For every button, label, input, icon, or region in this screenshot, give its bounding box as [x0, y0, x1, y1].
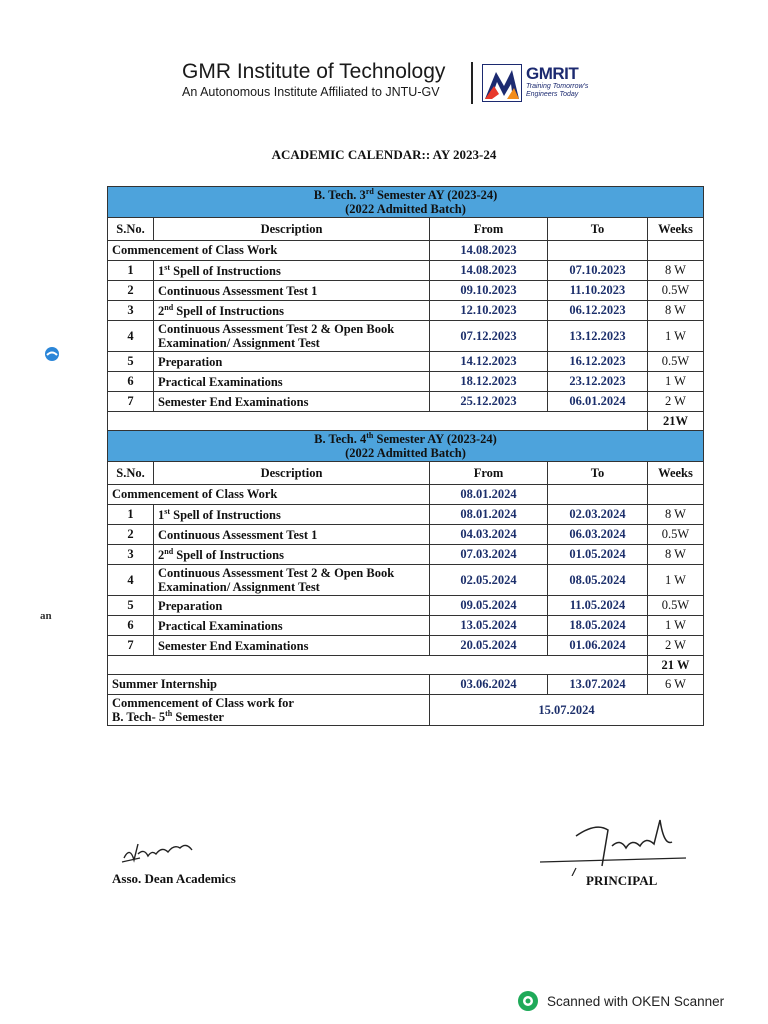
row-to: 06.03.2024: [548, 525, 648, 545]
row-sno: 4: [108, 565, 154, 596]
row-weeks: 0.5W: [648, 281, 704, 301]
next-semester-date: 15.07.2024: [430, 695, 704, 726]
row-from: 18.12.2023: [430, 372, 548, 392]
row-to: 16.12.2023: [548, 352, 648, 372]
row-sno: 5: [108, 596, 154, 616]
col-from: From: [430, 218, 548, 241]
row-sno: 7: [108, 392, 154, 412]
document-title: ACADEMIC CALENDAR:: AY 2023-24: [271, 147, 497, 162]
table-row: [108, 372, 704, 392]
table-row: [108, 261, 704, 281]
row-description: 1st Spell of Instructions: [154, 505, 430, 525]
oken-scanner-icon: [517, 990, 539, 1012]
internship-to: 13.07.2024: [548, 675, 648, 695]
column-headers: [108, 218, 704, 241]
principal-signature-block: [536, 816, 696, 896]
row-weeks: 2 W: [648, 636, 704, 656]
row-to: 01.06.2024: [548, 636, 648, 656]
col-to: To: [548, 218, 648, 241]
row-from: 13.05.2024: [430, 616, 548, 636]
semester-3-total: 21W: [648, 412, 704, 431]
semester-3-total-row: [108, 412, 704, 431]
row-description: Semester End Examinations: [154, 636, 430, 656]
dean-signature-block: [112, 836, 236, 887]
row-to: 06.12.2023: [548, 301, 648, 321]
row-sno: 2: [108, 525, 154, 545]
row-weeks: 1 W: [648, 372, 704, 392]
row-description: Practical Examinations: [154, 372, 430, 392]
semester-4-header: [108, 431, 704, 462]
row-sno: 6: [108, 616, 154, 636]
row-weeks: 1 W: [648, 616, 704, 636]
row-weeks: 8 W: [648, 505, 704, 525]
punch-hole-icon: [44, 346, 60, 362]
row-to: 01.05.2024: [548, 545, 648, 565]
next-semester-row: [108, 695, 704, 726]
row-from: 14.12.2023: [430, 352, 548, 372]
row-to: 07.10.2023: [548, 261, 648, 281]
row-description: 1st Spell of Instructions: [154, 261, 430, 281]
table-row: [108, 545, 704, 565]
row-to: 08.05.2024: [548, 565, 648, 596]
internship-weeks: 6 W: [648, 675, 704, 695]
semester-3-title: B. Tech. 3rd Semester AY (2023-24): [313, 186, 498, 202]
scanner-watermark: [517, 990, 724, 1012]
table-row: [108, 636, 704, 656]
row-sno: 3: [108, 301, 154, 321]
institute-subtitle: An Autonomous Institute Affiliated to JNTU-GV: [182, 85, 440, 99]
row-weeks: 8 W: [648, 545, 704, 565]
col-weeks: Weeks: [648, 218, 704, 241]
col-from: From: [430, 462, 548, 485]
col-to: To: [548, 462, 648, 485]
row-to: 18.05.2024: [548, 616, 648, 636]
internship-row: [108, 675, 704, 695]
row-from: 07.03.2024: [430, 545, 548, 565]
row-description: Continuous Assessment Test 1: [154, 525, 430, 545]
row-from: 04.03.2024: [430, 525, 548, 545]
logo-text: GMRIT: [526, 64, 579, 83]
semester-4-total-row: [108, 656, 704, 675]
scanner-text: Scanned with OKEN Scanner: [547, 993, 725, 1009]
row-weeks: 8 W: [648, 261, 704, 281]
table-row: [108, 616, 704, 636]
principal-role: PRINCIPAL: [586, 873, 658, 888]
row-weeks: 8 W: [648, 301, 704, 321]
row-from: 12.10.2023: [430, 301, 548, 321]
table-row: [108, 505, 704, 525]
semester-4-title: B. Tech. 4th Semester AY (2023-24): [314, 430, 497, 446]
row-from: 07.12.2023: [430, 321, 548, 352]
row-description: Continuous Assessment Test 1: [154, 281, 430, 301]
row-weeks: 1 W: [648, 321, 704, 352]
column-headers: [108, 462, 704, 485]
col-sno: S.No.: [108, 462, 154, 485]
semester-3-batch: (2022 Admitted Batch): [345, 202, 466, 216]
row-to: 02.03.2024: [548, 505, 648, 525]
table-row: [108, 392, 704, 412]
row-weeks: 0.5W: [648, 525, 704, 545]
row-sno: 5: [108, 352, 154, 372]
row-to: 11.05.2024: [548, 596, 648, 616]
row-sno: 7: [108, 636, 154, 656]
semester-4-rows: [108, 505, 704, 656]
row-description: Semester End Examinations: [154, 392, 430, 412]
row-from: 09.10.2023: [430, 281, 548, 301]
row-from: 09.05.2024: [430, 596, 548, 616]
row-description: Practical Examinations: [154, 616, 430, 636]
row-from: 02.05.2024: [430, 565, 548, 596]
logo-tagline: Training Tomorrow's Engineers Today: [526, 83, 589, 98]
semester-3-header: [108, 187, 704, 218]
internship-label: Summer Internship: [108, 675, 430, 695]
row-weeks: 1 W: [648, 565, 704, 596]
semester-4-batch: (2022 Admitted Batch): [345, 446, 466, 460]
table-row: [108, 321, 704, 352]
commencement-row: [108, 241, 704, 261]
margin-mark: an: [40, 610, 52, 622]
commencement-date: 14.08.2023: [430, 241, 548, 261]
commencement-row: [108, 485, 704, 505]
table-row: [108, 525, 704, 545]
institute-header: [182, 60, 445, 99]
row-to: 11.10.2023: [548, 281, 648, 301]
row-description: Preparation: [154, 352, 430, 372]
semester-4-total: 21 W: [648, 656, 704, 675]
row-description: Continuous Assessment Test 2 & Open Book Examination/ Assignment Test: [154, 565, 430, 596]
col-description: Description: [154, 462, 430, 485]
row-sno: 3: [108, 545, 154, 565]
principal-signature: [536, 816, 696, 876]
row-to: 23.12.2023: [548, 372, 648, 392]
next-semester-label: Commencement of Class work for B. Tech- 5th Semester: [108, 695, 430, 726]
table-row: [108, 596, 704, 616]
row-from: 25.12.2023: [430, 392, 548, 412]
table-row: [108, 281, 704, 301]
commencement-date: 08.01.2024: [430, 485, 548, 505]
col-description: Description: [154, 218, 430, 241]
table-row: [108, 565, 704, 596]
row-to: 13.12.2023: [548, 321, 648, 352]
header-divider: [471, 62, 473, 104]
table-row: [108, 352, 704, 372]
semester-3-rows: [108, 261, 704, 412]
row-sno: 4: [108, 321, 154, 352]
row-sno: 1: [108, 505, 154, 525]
row-from: 20.05.2024: [430, 636, 548, 656]
institute-name: GMR Institute of Technology: [182, 60, 446, 83]
row-sno: 6: [108, 372, 154, 392]
col-sno: S.No.: [108, 218, 154, 241]
gmrit-logo-icon: [482, 64, 522, 102]
commencement-label: Commencement of Class Work: [108, 241, 430, 261]
row-weeks: 0.5W: [648, 352, 704, 372]
row-sno: 2: [108, 281, 154, 301]
row-description: 2nd Spell of Instructions: [154, 545, 430, 565]
row-sno: 1: [108, 261, 154, 281]
table-row: [108, 301, 704, 321]
internship-from: 03.06.2024: [430, 675, 548, 695]
row-from: 14.08.2023: [430, 261, 548, 281]
dean-role: Asso. Dean Academics: [112, 871, 236, 886]
gmrit-logo: [482, 64, 602, 104]
dean-signature: [120, 836, 200, 866]
row-description: 2nd Spell of Instructions: [154, 301, 430, 321]
academic-calendar-table: [107, 186, 704, 726]
row-weeks: 0.5W: [648, 596, 704, 616]
row-description: Preparation: [154, 596, 430, 616]
row-from: 08.01.2024: [430, 505, 548, 525]
row-to: 06.01.2024: [548, 392, 648, 412]
row-description: Continuous Assessment Test 2 & Open Book Examination/ Assignment Test: [154, 321, 430, 352]
commencement-label: Commencement of Class Work: [108, 485, 430, 505]
row-weeks: 2 W: [648, 392, 704, 412]
col-weeks: Weeks: [648, 462, 704, 485]
